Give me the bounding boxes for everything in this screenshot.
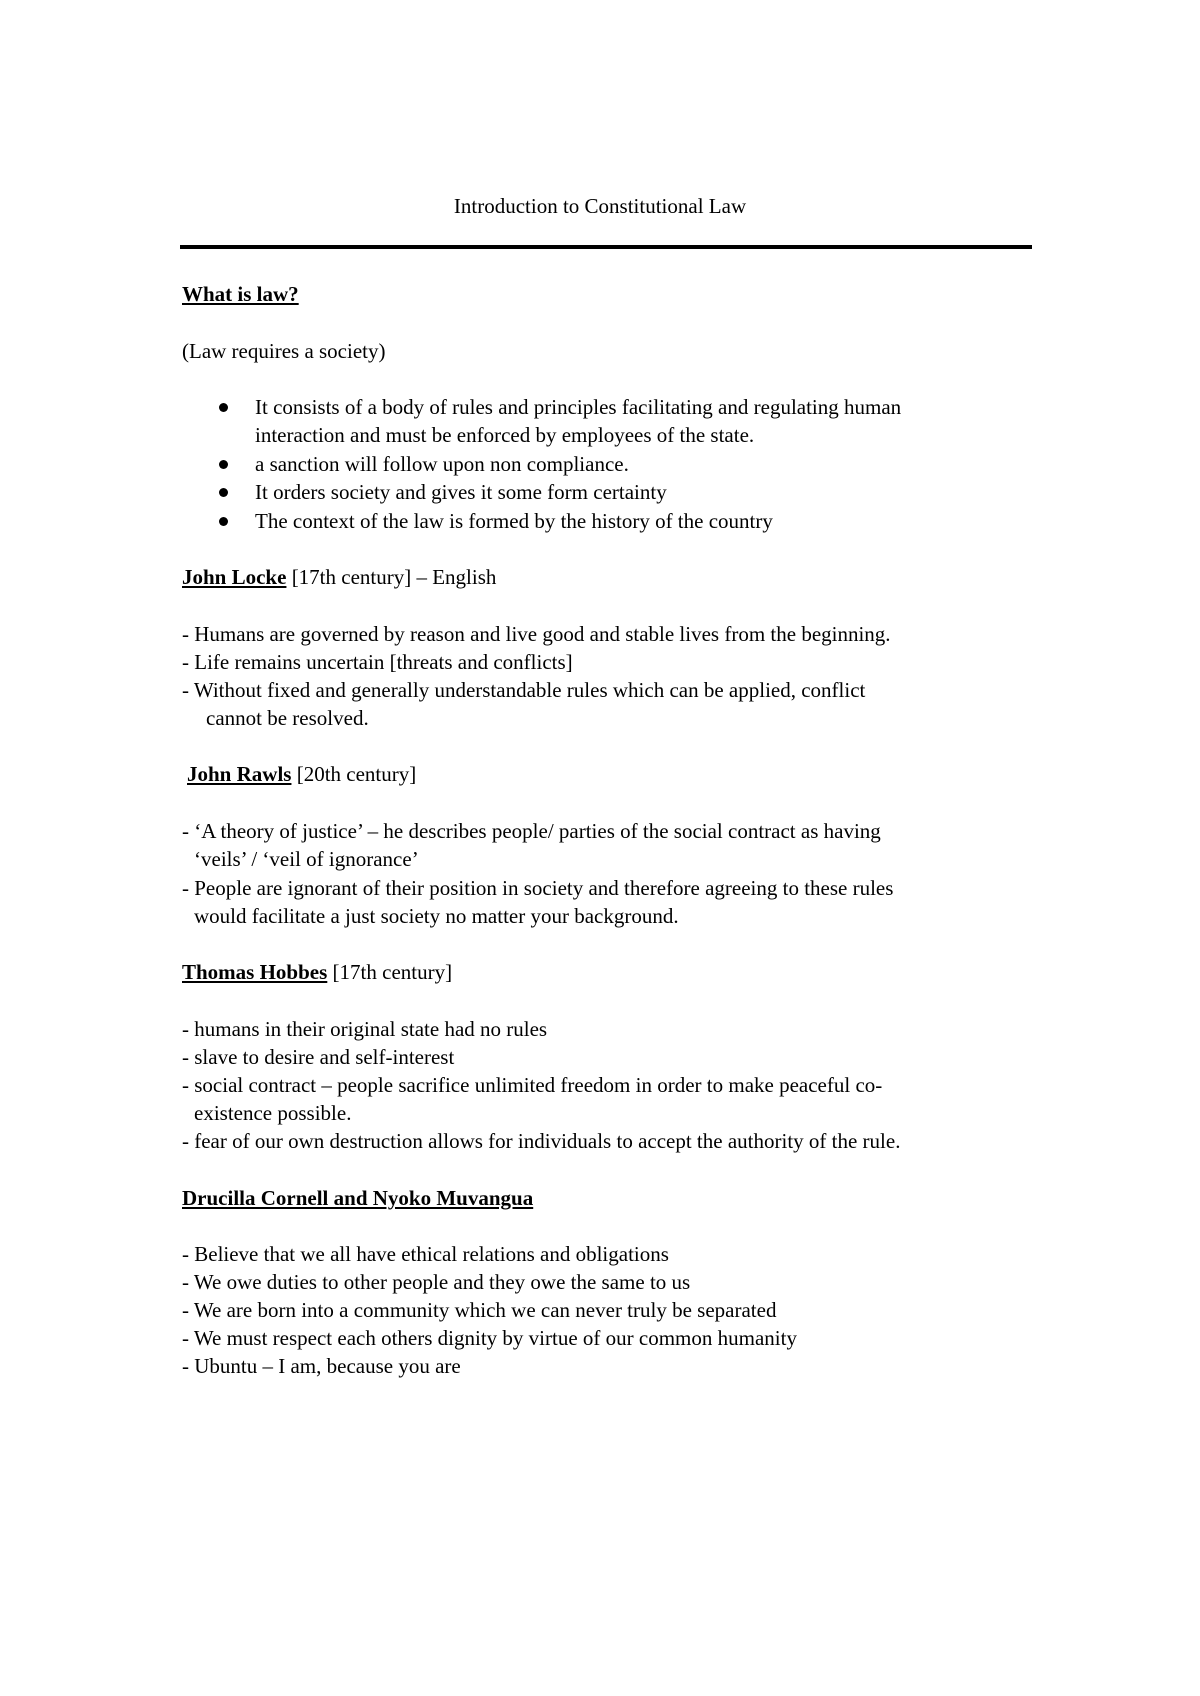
list-item-continuation: existence possible.: [194, 1101, 352, 1125]
bullet-icon: [219, 403, 228, 412]
list-item: - humans in their original state had no rules: [182, 1017, 548, 1041]
list-item: - Ubuntu – I am, because you are: [182, 1354, 461, 1378]
list-item: It orders society and gives it some form certainty: [255, 480, 667, 504]
law-note: (Law requires a society): [182, 339, 386, 363]
section-heading-john-rawls: [187, 760, 416, 788]
list-item: - slave to desire and self-interest: [182, 1045, 455, 1069]
list-item: It consists of a body of rules and principles facilitating and regulating human: [255, 395, 902, 419]
section-heading-cornell-muvangua: Drucilla Cornell and Nyoko Muvangua: [182, 1186, 534, 1210]
list-item: - Life remains uncertain [threats and conflicts]: [182, 650, 573, 674]
list-item: - Without fixed and generally understandable rules which can be applied, conflict: [182, 678, 866, 702]
bullet-icon: [219, 488, 228, 497]
document-title: Introduction to Constitutional Law: [453, 194, 747, 218]
bullet-icon: [219, 517, 228, 526]
list-item-continuation: would facilitate a just society no matter your background.: [194, 904, 679, 928]
section-heading-what-is-law: What is law?: [182, 282, 299, 306]
section-heading-john-locke: [182, 563, 496, 591]
list-item: - We owe duties to other people and they owe the same to us: [182, 1270, 691, 1294]
list-item: a sanction will follow upon non compliance.: [255, 452, 629, 476]
list-item: - People are ignorant of their position in society and therefore agreeing to these rules: [182, 876, 894, 900]
list-item: The context of the law is formed by the history of the country: [255, 509, 773, 533]
title-divider: [180, 245, 1032, 249]
author-name: Thomas Hobbes: [182, 960, 328, 984]
list-item: - fear of our own destruction allows for individuals to accept the authority of the rule.: [182, 1129, 901, 1153]
list-item-continuation: interaction and must be enforced by employees of the state.: [255, 423, 755, 447]
author-meta: [17th century] – English: [286, 565, 497, 589]
author-name: John Locke: [182, 565, 287, 589]
list-item: - We are born into a community which we can never truly be separated: [182, 1298, 777, 1322]
list-item: - Believe that we all have ethical relations and obligations: [182, 1242, 669, 1266]
list-item: - We must respect each others dignity by virtue of our common humanity: [182, 1326, 797, 1350]
list-item: - ‘A theory of justice’ – he describes people/ parties of the social contract as having: [182, 819, 881, 843]
list-item: - Humans are governed by reason and live good and stable lives from the beginning.: [182, 622, 891, 646]
author-name: John Rawls: [187, 762, 292, 786]
bullet-icon: [219, 460, 228, 469]
author-meta: [17th century]: [327, 960, 453, 984]
list-item-continuation: cannot be resolved.: [206, 706, 369, 730]
list-item-continuation: ‘veils’ / ‘veil of ignorance’: [194, 847, 419, 871]
section-heading-thomas-hobbes: [182, 958, 452, 986]
author-meta: [20th century]: [291, 762, 417, 786]
list-item: - social contract – people sacrifice unlimited freedom in order to make peaceful co-: [182, 1073, 883, 1097]
